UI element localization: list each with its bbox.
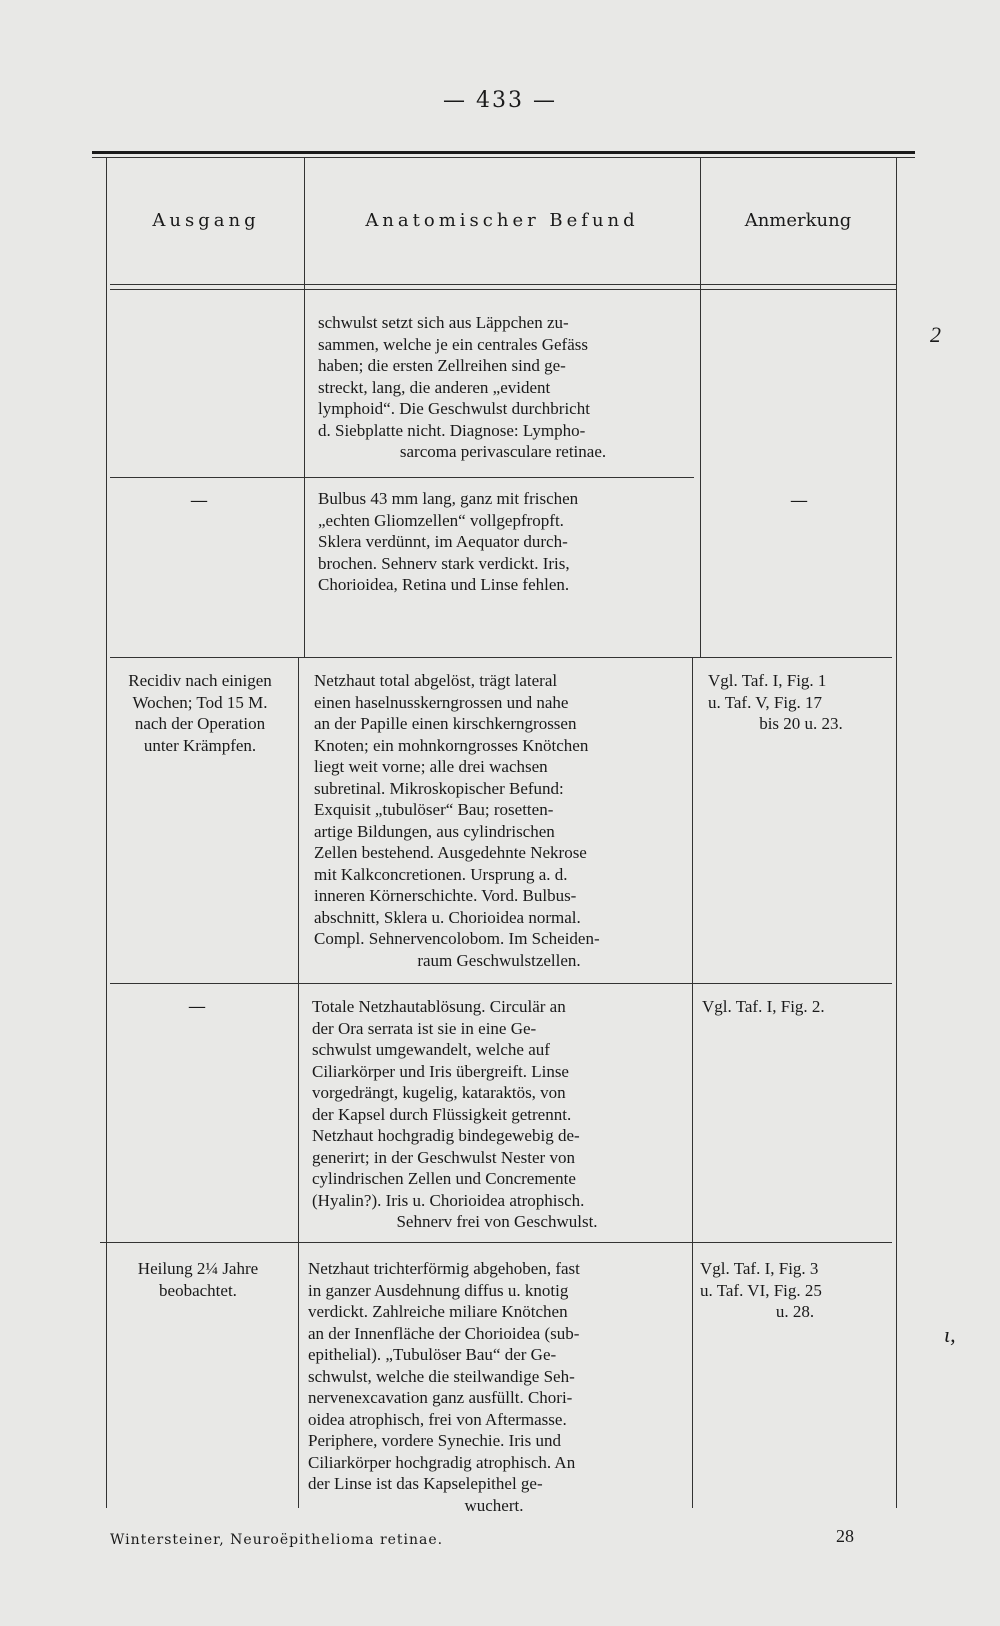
row-3-ausgang: [100, 670, 300, 756]
text-line: beobachtet.: [159, 1280, 237, 1300]
text-line: Compl. Sehnervencolobom. Im Scheiden-: [314, 929, 600, 948]
page-number: — 433 —: [443, 88, 557, 113]
text-line: Netzhaut total abgelöst, trägt lateral: [314, 671, 558, 690]
text-line: Ciliarkörper hochgradig atrophisch. An: [308, 1452, 576, 1472]
text-line: streckt, lang, die anderen „evident: [318, 377, 551, 397]
column-rule-2: [700, 158, 701, 658]
text-line: Sehnerv frei von Geschwulst.: [396, 1212, 598, 1231]
text-line: cylindrischen Zellen und Concremente: [312, 1169, 576, 1188]
margin-mark: 2: [930, 322, 941, 347]
row-rule-3: [110, 983, 892, 984]
row-2-ausgang: —: [190, 490, 208, 511]
text-line: Periphere, vordere Synechie. Iris und: [308, 1431, 562, 1450]
text-line: „echten Gliomzellen“ vollgepfropft.: [318, 510, 564, 530]
column-rule-2b: [692, 658, 693, 1508]
top-rule: [92, 151, 915, 154]
text-line: abschnitt, Sklera u. Chorioidea normal.: [314, 907, 581, 927]
row-4-anmerkung: [702, 996, 892, 1018]
text-line: Bulbus 43 mm lang, ganz mit frischen: [318, 489, 579, 508]
text-line: Knoten; ein mohnkorngrosses Knötchen: [314, 735, 589, 755]
text-line: nervenexcavation ganz ausfüllt. Chori-: [308, 1388, 573, 1407]
text-line: Totale Netzhautablösung. Circulär an: [312, 997, 566, 1016]
text-line: vorgedrängt, kugelig, kataraktös, von: [312, 1083, 566, 1102]
row-3-befund: [314, 670, 684, 971]
header-rule: [110, 284, 896, 285]
text-line: Wochen; Tod 15 M.: [132, 692, 268, 712]
text-line: Netzhaut hochgradig bindegewebig de-: [312, 1126, 580, 1145]
column-rule-1: [304, 158, 305, 658]
text-line: der Ora serrata ist sie in eine Ge-: [312, 1018, 537, 1038]
text-line: inneren Körnerschichte. Vord. Bulbus-: [314, 886, 577, 905]
row-rule-1: [110, 477, 694, 478]
text-line: Sklera verdünnt, im Aequator durch-: [318, 532, 568, 551]
text-line: Vgl. Taf. I, Fig. 1: [708, 671, 827, 690]
text-line: schwulst setzt sich aus Läppchen zu-: [318, 313, 569, 332]
header-ausgang: Ausgang: [152, 210, 260, 231]
header-anmerkung: Anmerkung: [744, 210, 852, 231]
row-5-befund: [308, 1258, 680, 1516]
text-line: sammen, welche je ein centrales Gefäss: [318, 334, 588, 354]
text-line: schwulst, welche die steilwandige Seh-: [308, 1366, 575, 1386]
row-2-befund: [318, 488, 688, 596]
row-4-befund: [312, 996, 682, 1233]
text-line: an der Innenfläche der Chorioidea (sub-: [308, 1323, 580, 1343]
text-line: der Linse ist das Kapselepithel ge-: [308, 1474, 543, 1493]
text-line: u. Taf. V, Fig. 17: [708, 692, 823, 712]
text-line: u. Taf. VI, Fig. 25: [700, 1280, 822, 1300]
text-line: Chorioidea, Retina und Linse fehlen.: [318, 575, 570, 594]
column-rule-left: [106, 158, 107, 1508]
text-line: artige Bildungen, aus cylindrischen: [314, 821, 555, 841]
text-line: u. 28.: [775, 1302, 815, 1321]
text-line: Exquisit „tubulöser“ Bau; rosetten-: [314, 800, 554, 819]
text-line: generirt; in der Geschwulst Nester von: [312, 1147, 575, 1167]
text-line: bis 20 u. 23.: [759, 714, 843, 733]
margin-mark: ι,: [944, 1322, 956, 1347]
text-line: lymphoid“. Die Geschwulst durchbricht: [318, 399, 590, 418]
text-line: schwulst umgewandelt, welche auf: [312, 1040, 550, 1059]
text-line: raum Geschwulstzellen.: [417, 950, 581, 970]
text-line: epithelial). „Tubulöser Bau“ der Ge-: [308, 1345, 557, 1364]
row-5-ausgang: [100, 1258, 296, 1301]
row-1-befund: [318, 312, 688, 463]
text-line: brochen. Sehnerv stark verdickt. Iris,: [318, 553, 570, 573]
text-line: wuchert.: [464, 1495, 524, 1515]
text-line: Netzhaut trichterförmig abgehoben, fast: [308, 1259, 580, 1278]
text-line: Vgl. Taf. I, Fig. 3: [700, 1259, 819, 1278]
text-line: liegt weit vorne; alle drei wachsen: [314, 757, 548, 776]
footer-author: Wintersteiner, Neuroëpithelioma retinae.: [110, 1532, 444, 1548]
text-line: in ganzer Ausdehnung diffus u. knotig: [308, 1280, 569, 1300]
text-line: Recidiv nach einigen: [128, 671, 272, 690]
text-line: subretinal. Mikroskopischer Befund:: [314, 778, 564, 798]
text-line: Vgl. Taf. I, Fig. 2.: [702, 997, 825, 1016]
text-line: sarcoma perivasculare retinae.: [399, 442, 607, 461]
text-line: mit Kalkconcretionen. Ursprung a. d.: [314, 864, 568, 884]
row-5-anmerkung: [700, 1258, 890, 1323]
text-line: unter Krämpfen.: [143, 735, 257, 755]
text-line: Heilung 2¼ Jahre: [137, 1259, 259, 1278]
text-line: d. Siebplatte nicht. Diagnose: Lympho-: [318, 420, 586, 440]
text-line: Ciliarkörper und Iris übergreift. Linse: [312, 1061, 569, 1081]
text-line: einen haselnusskerngrossen und nahe: [314, 692, 569, 712]
footer-signature: 28: [836, 1526, 854, 1546]
top-rule-thin: [92, 157, 915, 158]
row-rule-2: [110, 657, 892, 658]
text-line: nach der Operation: [134, 714, 266, 733]
text-line: Zellen bestehend. Ausgedehnte Nekrose: [314, 843, 587, 862]
text-line: oidea atrophisch, frei von Aftermasse.: [308, 1409, 567, 1429]
text-line: verdickt. Zahlreiche miliare Knötchen: [308, 1302, 568, 1321]
text-line: an der Papille einen kirschkerngrossen: [314, 714, 577, 733]
column-rule-right: [896, 158, 897, 1508]
row-4-ausgang: —: [188, 996, 206, 1017]
column-rule-1b: [298, 658, 299, 1508]
row-2-anmerkung: —: [790, 490, 808, 511]
text-line: der Kapsel durch Flüssigkeit getrennt.: [312, 1104, 572, 1124]
row-rule-4: [100, 1242, 892, 1243]
row-3-anmerkung: [708, 670, 894, 735]
header-rule-2: [110, 289, 896, 290]
text-line: (Hyalin?). Iris u. Chorioidea atrophisch.: [312, 1190, 585, 1210]
header-befund: Anatomischer Befund: [365, 210, 639, 231]
text-line: haben; die ersten Zellreihen sind ge-: [318, 356, 566, 375]
